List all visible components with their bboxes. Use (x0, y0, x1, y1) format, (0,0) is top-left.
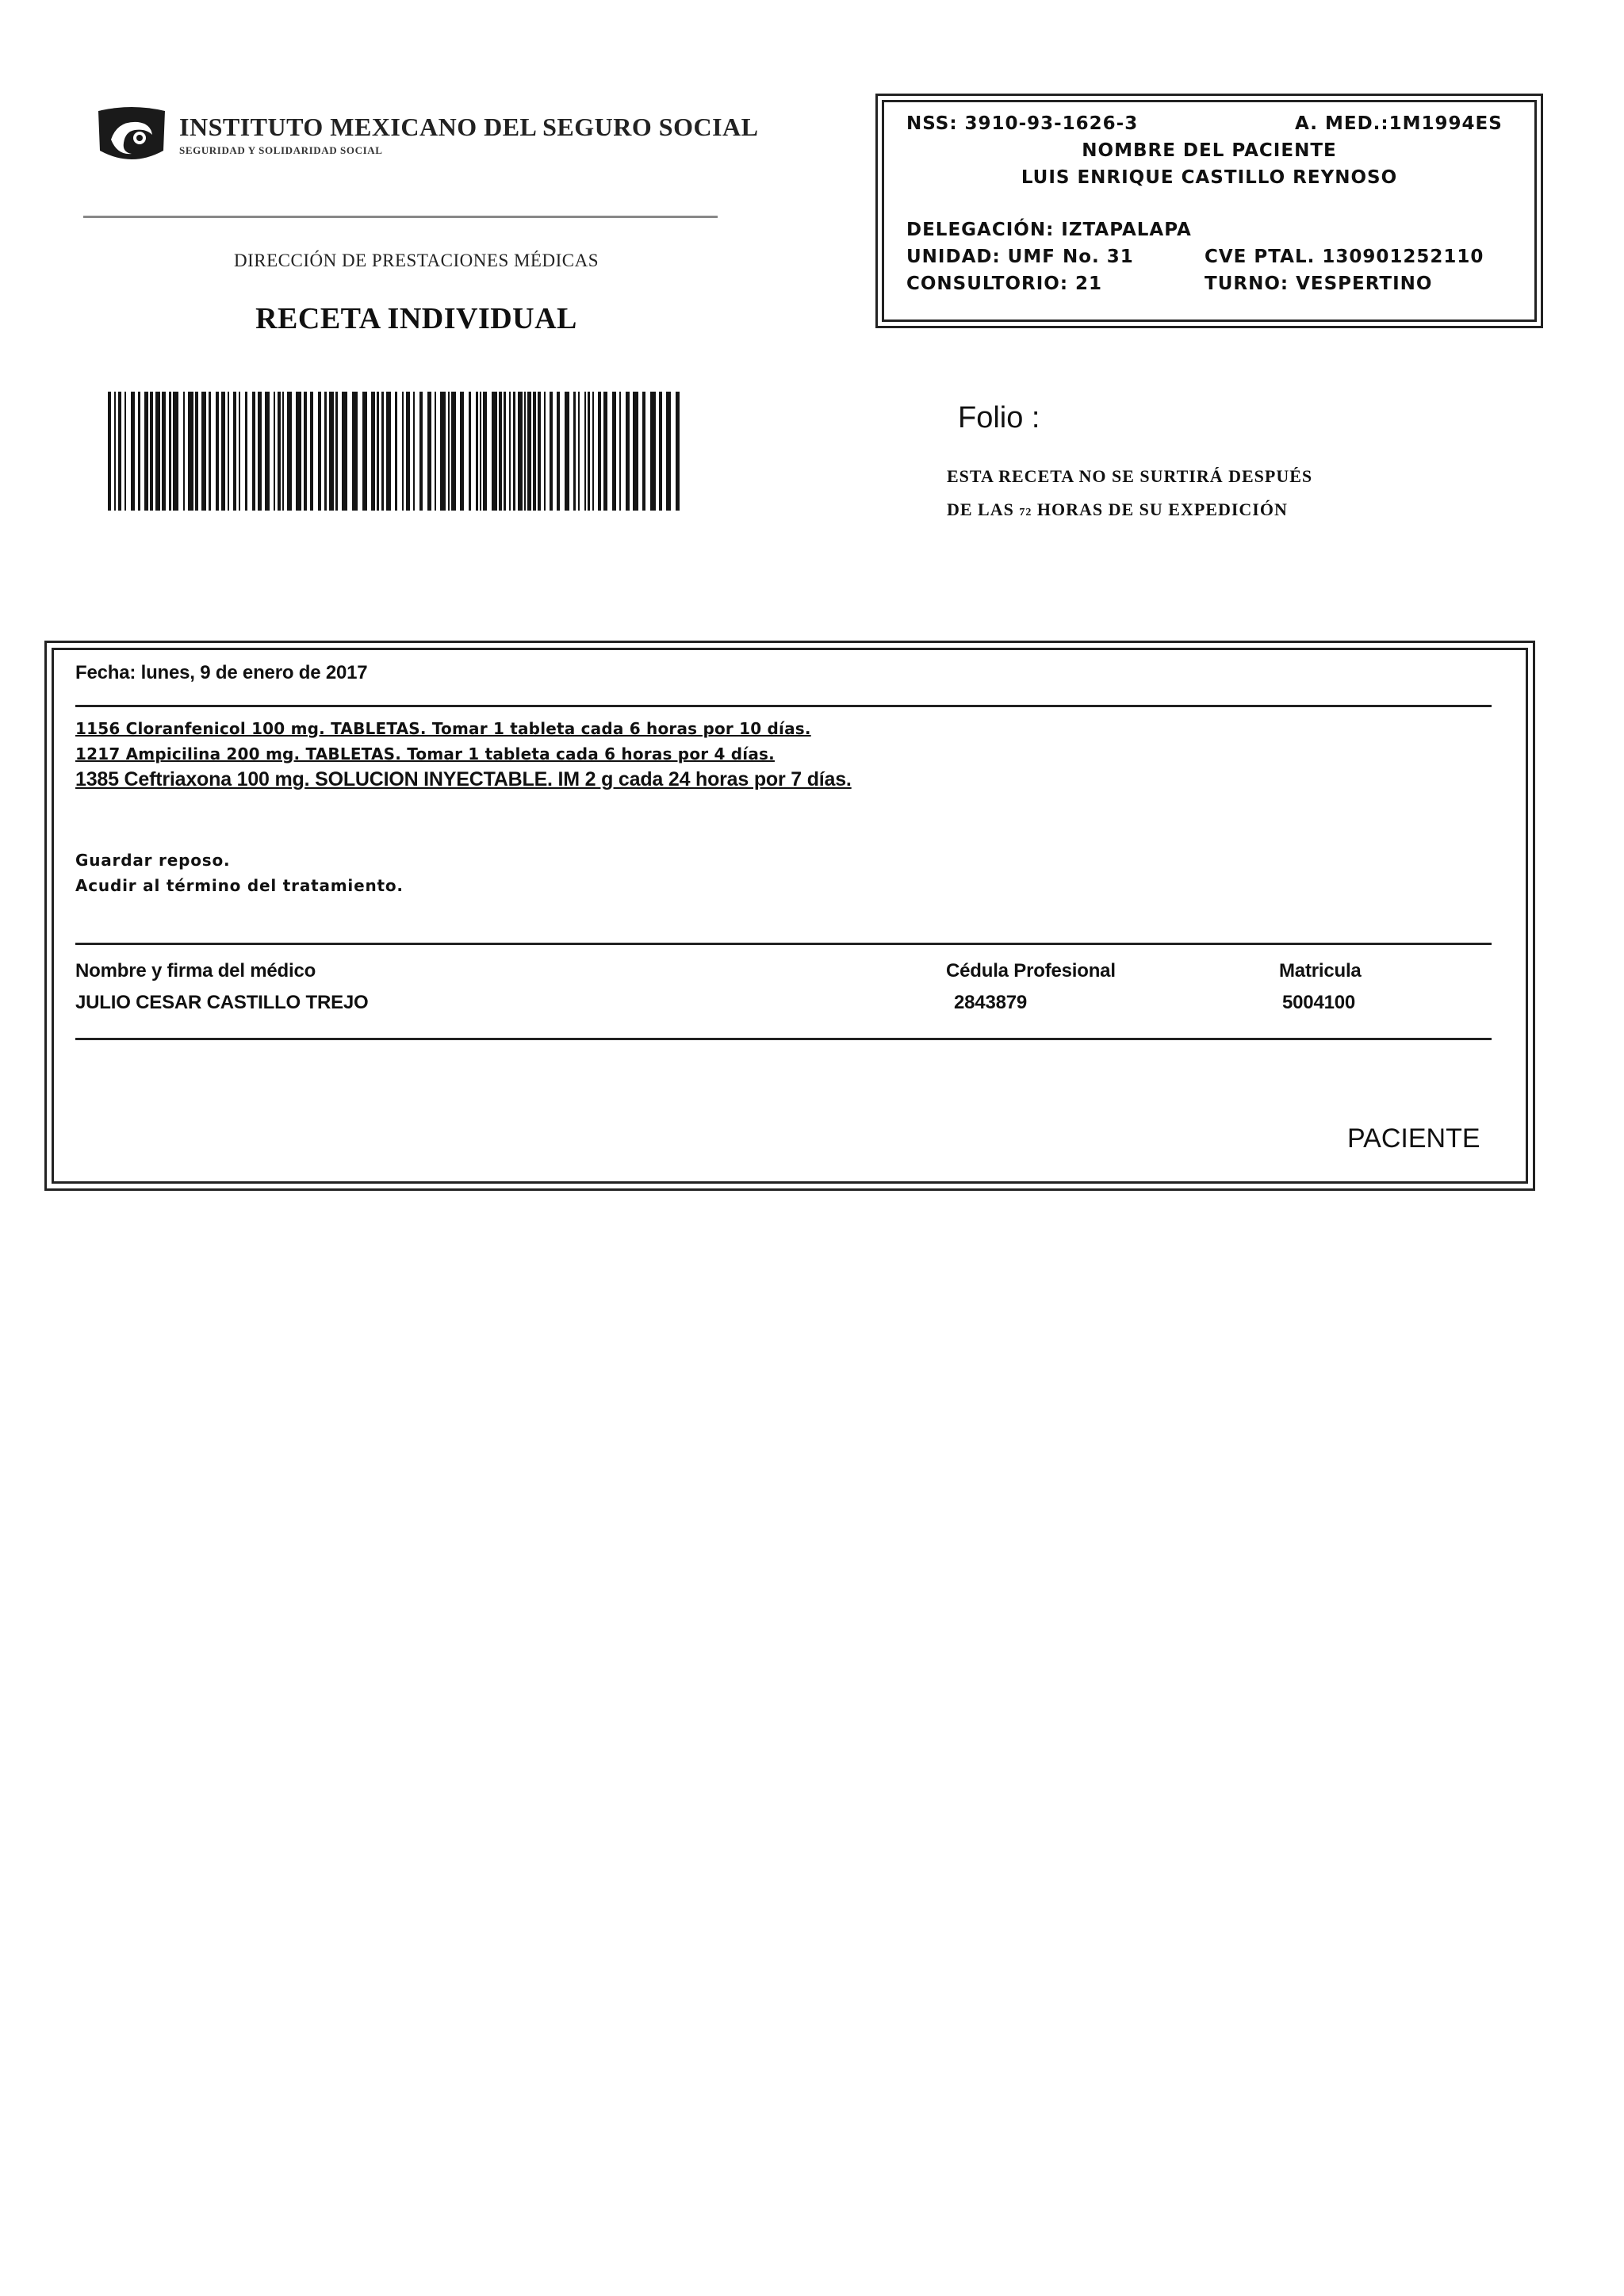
barcode-bar (138, 392, 140, 511)
barcode-bar (544, 392, 546, 511)
barcode-bar (144, 392, 148, 511)
doctor-name-label: Nombre y firma del médico (75, 960, 316, 982)
unidad: UNIDAD: UMF No. 31 (906, 247, 1134, 267)
barcode-bar (131, 392, 135, 511)
turno: TURNO: VESPERTINO (1205, 274, 1433, 294)
barcode-bar (666, 392, 671, 511)
barcode-bar (377, 392, 379, 511)
document-title: RECETA INDIVIDUAL (255, 302, 577, 335)
prescription-box (44, 641, 1535, 1191)
barcode-bar (573, 392, 576, 511)
barcode-bar (676, 392, 680, 511)
barcode-bar (296, 392, 301, 511)
barcode-bar (342, 392, 347, 511)
amed: A. MED.:1M1994ES (1295, 113, 1503, 134)
barcode-bar (451, 392, 456, 511)
cve-ptal: CVE PTAL. 130901252110 (1205, 247, 1484, 267)
barcode-bar (282, 392, 284, 511)
barcode-bar (155, 392, 160, 511)
barcode-bar (169, 392, 171, 511)
barcode-bar (352, 392, 358, 511)
barcode-bar (114, 392, 116, 511)
barcode-bar (150, 392, 153, 511)
barcode-bar (588, 392, 590, 511)
doctor-name: JULIO CESAR CASTILLO TREJO (75, 992, 369, 1013)
barcode-bar (183, 392, 185, 511)
barcode-bar (362, 392, 367, 511)
patient-name-label: NOMBRE DEL PACIENTE (1082, 140, 1337, 161)
barcode-bar (118, 392, 121, 511)
warning-prefix: DE LAS (947, 499, 1014, 519)
instruction-line: Acudir al término del tratamiento. (75, 876, 404, 895)
barcode-bar (612, 392, 616, 511)
barcode-bar (221, 392, 225, 511)
barcode-bar (406, 392, 410, 511)
barcode-bar (402, 392, 404, 511)
barcode-bar (483, 392, 487, 511)
barcode-bar (287, 392, 292, 511)
barcode-bar (239, 392, 240, 511)
barcode-bar (124, 392, 126, 511)
barcode-bar (504, 392, 506, 511)
barcode-bar (188, 392, 193, 511)
barcode-bar (584, 392, 586, 511)
signature-top-divider (75, 943, 1492, 945)
barcode-bar (162, 392, 166, 511)
matricula-value: 5004100 (1282, 992, 1356, 1013)
institute-motto: SEGURIDAD Y SOLIDARIDAD SOCIAL (179, 144, 383, 156)
barcode-bar (619, 392, 621, 511)
barcode-bar (265, 392, 270, 511)
barcode-bar (274, 392, 275, 511)
barcode-bar (650, 392, 656, 511)
barcode-bar (252, 392, 255, 511)
barcode-bar (371, 392, 375, 511)
nss: NSS: 3910-93-1626-3 (906, 113, 1139, 134)
warning-hours: 72 (1019, 507, 1032, 519)
barcode-bar (108, 392, 111, 511)
barcode-bar (538, 392, 541, 511)
copy-label: PACIENTE (1347, 1123, 1480, 1154)
barcode-bar (476, 392, 478, 511)
barcode-bar (419, 392, 423, 511)
barcode-bar (386, 392, 391, 511)
barcode-bar (499, 392, 502, 511)
folio-label: Folio : (958, 401, 1040, 434)
barcode-bar (578, 392, 580, 511)
barcode-bar (513, 392, 515, 511)
barcode (108, 392, 685, 511)
delegacion: DELEGACIÓN: IZTAPALAPA (906, 220, 1192, 240)
instruction-line: Guardar reposo. (75, 851, 231, 870)
barcode-bar (329, 392, 334, 511)
barcode-bar (642, 392, 645, 511)
barcode-bar (245, 392, 247, 511)
barcode-bar (509, 392, 511, 511)
signature-bottom-divider (75, 1038, 1492, 1040)
warning-suffix: HORAS DE SU EXPEDICIÓN (1036, 499, 1288, 519)
medication-line: 1156 Cloranfenicol 100 mg. TABLETAS. Tomar 1 tableta cada 6 horas por 10 días. (75, 719, 811, 738)
cedula-label: Cédula Profesional (946, 960, 1116, 982)
institute-name: INSTITUTO MEXICANO DEL SEGURO SOCIAL (179, 113, 759, 141)
patient-info-box (875, 94, 1543, 328)
validity-warning-line1: ESTA RECETA NO SE SURTIRÁ DESPUÉS (947, 466, 1313, 486)
barcode-bar (435, 392, 436, 511)
barcode-bar (469, 392, 471, 511)
barcode-bar (626, 392, 630, 511)
barcode-bar (278, 392, 281, 511)
barcode-bar (216, 392, 219, 511)
barcode-bar (310, 392, 313, 511)
barcode-bar (533, 392, 536, 511)
barcode-bar (195, 392, 198, 511)
imss-logo (94, 103, 759, 166)
barcode-bar (440, 392, 446, 511)
validity-warning-line2 (947, 499, 1288, 520)
barcode-bar (201, 392, 206, 511)
barcode-bar (592, 392, 594, 511)
barcode-bar (550, 392, 553, 511)
cedula-value: 2843879 (954, 992, 1028, 1013)
barcode-bar (448, 392, 450, 511)
imss-eagle-icon (94, 106, 170, 165)
barcode-bar (258, 392, 262, 511)
barcode-bar (565, 392, 569, 511)
barcode-bar (413, 392, 415, 511)
barcode-bar (633, 392, 638, 511)
barcode-bar (598, 392, 601, 511)
barcode-bar (395, 392, 397, 511)
barcode-bar (427, 392, 431, 511)
barcode-bar (527, 392, 531, 511)
barcode-bar (335, 392, 338, 511)
date-divider (75, 705, 1492, 707)
barcode-bar (518, 392, 523, 511)
barcode-bar (524, 392, 526, 511)
patient-name: LUIS ENRIQUE CASTILLO REYNOSO (1021, 167, 1398, 188)
barcode-bar (659, 392, 662, 511)
barcode-bar (233, 392, 236, 511)
consultorio: CONSULTORIO: 21 (906, 274, 1103, 294)
barcode-bar (173, 392, 178, 511)
barcode-bar (381, 392, 384, 511)
barcode-bar (228, 392, 229, 511)
barcode-bar (304, 392, 307, 511)
barcode-bar (603, 392, 607, 511)
matricula-label: Matricula (1279, 960, 1362, 982)
barcode-bar (324, 392, 327, 511)
medication-line: 1217 Ampicilina 200 mg. TABLETAS. Tomar 1 tableta cada 6 horas por 4 días. (75, 744, 775, 763)
prescription-date: Fecha: lunes, 9 de enero de 2017 (75, 662, 368, 683)
barcode-bar (480, 392, 481, 511)
barcode-bar (318, 392, 321, 511)
barcode-bar (557, 392, 560, 511)
barcode-bar (460, 392, 464, 511)
direction-label: DIRECCIÓN DE PRESTACIONES MÉDICAS (234, 251, 599, 270)
medication-line: 1385 Ceftriaxona 100 mg. SOLUCION INYECTABLE. IM 2 g cada 24 horas por 7 días. (75, 768, 852, 790)
barcode-bar (492, 392, 497, 511)
header-divider (83, 216, 718, 218)
barcode-bar (209, 392, 211, 511)
